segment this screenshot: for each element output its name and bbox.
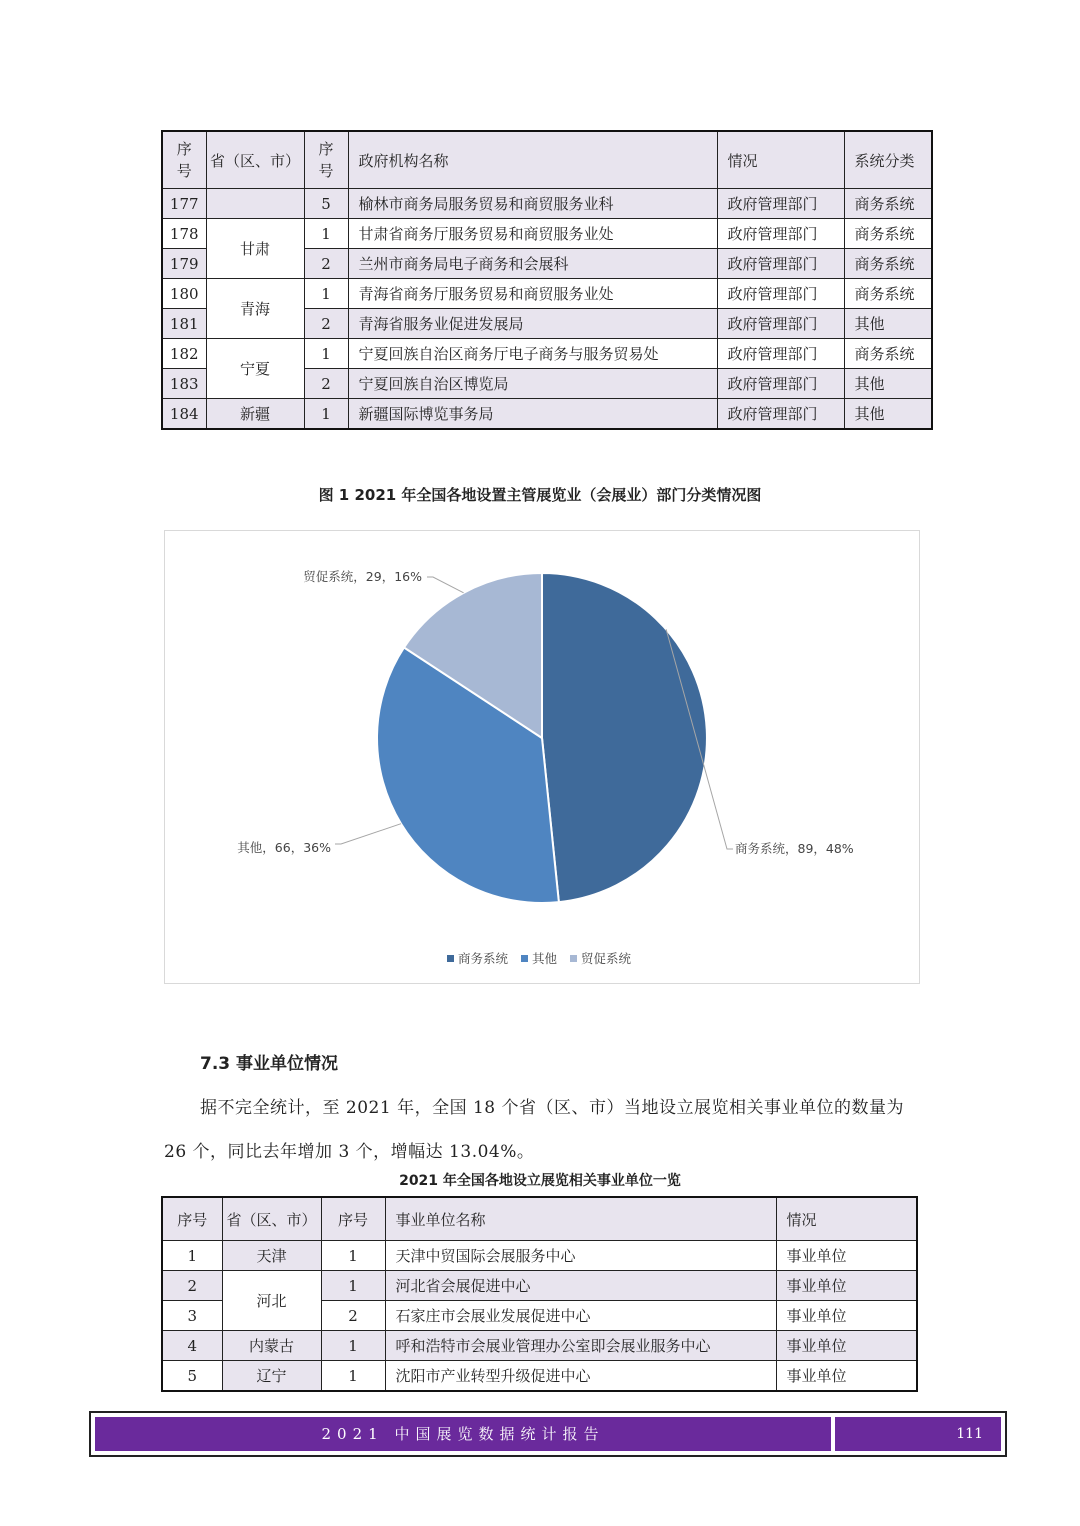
cell-status: 政府管理部门 (717, 279, 844, 309)
cell-subindex: 2 (321, 1301, 385, 1331)
header-subindex: 序号 (321, 1197, 385, 1241)
cell-subindex: 1 (304, 219, 348, 249)
cell-subindex: 1 (304, 279, 348, 309)
header-subindex: 序 号 (304, 131, 348, 189)
cell-category: 其他 (844, 369, 932, 399)
cell-index: 181 (162, 309, 206, 339)
cell-province: 青海 (206, 279, 304, 339)
cell-province: 河北 (222, 1271, 321, 1331)
cell-category: 商务系统 (844, 339, 932, 369)
cell-province: 宁夏 (206, 339, 304, 399)
cell-status: 事业单位 (776, 1331, 917, 1361)
cell-category: 商务系统 (844, 219, 932, 249)
cell-province: 新疆 (206, 399, 304, 430)
cell-province: 天津 (222, 1241, 321, 1271)
table-row (162, 189, 932, 219)
public-institutions-table (161, 1196, 918, 1392)
cell-index: 180 (162, 279, 206, 309)
cell-agency-name: 宁夏回族自治区商务厅电子商务与服务贸易处 (348, 339, 717, 369)
legend-label-1: 其他 (532, 951, 558, 966)
cell-subindex: 2 (304, 309, 348, 339)
table-row (162, 399, 932, 430)
legend-swatch-1 (521, 955, 528, 962)
cell-institution-name: 石家庄市会展业发展促进中心 (385, 1301, 776, 1331)
header-category: 系统分类 (844, 131, 932, 189)
cell-status: 政府管理部门 (717, 219, 844, 249)
cell-province (206, 189, 304, 219)
leader-line-2 (427, 577, 464, 593)
cell-province: 甘肃 (206, 219, 304, 279)
cell-subindex: 1 (321, 1241, 385, 1271)
pie-slice-0 (542, 573, 707, 902)
header-index: 序号 (162, 1197, 222, 1241)
cell-index: 177 (162, 189, 206, 219)
cell-status: 事业单位 (776, 1241, 917, 1271)
cell-institution-name: 呼和浩特市会展业管理办公室即会展业服务中心 (385, 1331, 776, 1361)
header-province: 省（区、市） (206, 131, 304, 189)
table-row (162, 219, 932, 249)
table-row (162, 1241, 917, 1271)
cell-index: 178 (162, 219, 206, 249)
cell-index: 5 (162, 1361, 222, 1392)
data-label-0: 商务系统，89，48% (735, 841, 854, 856)
cell-subindex: 1 (321, 1331, 385, 1361)
leader-line-1 (335, 824, 401, 844)
header-institution-name: 事业单位名称 (385, 1197, 776, 1241)
cell-agency-name: 宁夏回族自治区博览局 (348, 369, 717, 399)
cell-subindex: 2 (304, 249, 348, 279)
cell-index: 182 (162, 339, 206, 369)
legend-swatch-0 (447, 955, 454, 962)
pie-chart-svg (165, 531, 919, 983)
header-province: 省（区、市） (222, 1197, 321, 1241)
table-header-row (162, 1197, 917, 1241)
table-header-row (162, 131, 932, 189)
cell-institution-name: 沈阳市产业转型升级促进中心 (385, 1361, 776, 1392)
cell-status: 事业单位 (776, 1361, 917, 1392)
cell-index: 3 (162, 1301, 222, 1331)
page-number: 111 (835, 1417, 1001, 1451)
cell-subindex: 1 (304, 339, 348, 369)
table-row (162, 1331, 917, 1361)
data-label-2: 贸促系统，29，16% (303, 569, 422, 584)
cell-province: 辽宁 (222, 1361, 321, 1392)
header-index: 序 号 (162, 131, 206, 189)
cell-index: 2 (162, 1271, 222, 1301)
pie-chart (164, 530, 920, 984)
header-status: 情况 (776, 1197, 917, 1241)
cell-institution-name: 河北省会展促进中心 (385, 1271, 776, 1301)
cell-subindex: 1 (321, 1271, 385, 1301)
cell-category: 商务系统 (844, 189, 932, 219)
section-heading: 7.3 事业单位情况 (200, 1054, 339, 1074)
cell-status: 政府管理部门 (717, 369, 844, 399)
cell-category: 商务系统 (844, 249, 932, 279)
cell-category: 其他 (844, 309, 932, 339)
cell-status: 政府管理部门 (717, 399, 844, 430)
section-paragraph: 据不完全统计，至 2021 年，全国 18 个省（区、市）当地设立展览相关事业单位的数量为 26 个，同比去年增加 3 个，增幅达 13.04%。 (164, 1098, 905, 1162)
cell-agency-name: 新疆国际博览事务局 (348, 399, 717, 430)
cell-status: 政府管理部门 (717, 309, 844, 339)
cell-status: 政府管理部门 (717, 189, 844, 219)
cell-agency-name: 榆林市商务局服务贸易和商贸服务业科 (348, 189, 717, 219)
cell-subindex: 1 (304, 399, 348, 430)
cell-status: 事业单位 (776, 1271, 917, 1301)
cell-index: 4 (162, 1331, 222, 1361)
cell-index: 1 (162, 1241, 222, 1271)
cell-subindex: 5 (304, 189, 348, 219)
cell-institution-name: 天津中贸国际会展服务中心 (385, 1241, 776, 1271)
footer-report-title: 2021 中国展览数据统计报告 (95, 1417, 831, 1451)
cell-index: 183 (162, 369, 206, 399)
government-agencies-table (161, 130, 933, 430)
page-footer (89, 1411, 1007, 1457)
cell-status: 事业单位 (776, 1301, 917, 1331)
cell-status: 政府管理部门 (717, 249, 844, 279)
header-status: 情况 (717, 131, 844, 189)
table-row (162, 1361, 917, 1392)
table2-caption: 2021 年全国各地设立展览相关事业单位一览 (399, 1173, 681, 1189)
cell-status: 政府管理部门 (717, 339, 844, 369)
cell-subindex: 2 (304, 369, 348, 399)
table-row (162, 339, 932, 369)
cell-agency-name: 青海省商务厅服务贸易和商贸服务业处 (348, 279, 717, 309)
legend-swatch-2 (570, 955, 577, 962)
cell-subindex: 1 (321, 1361, 385, 1392)
cell-category: 商务系统 (844, 279, 932, 309)
table-row (162, 1271, 917, 1301)
cell-category: 其他 (844, 399, 932, 430)
legend-label-2: 贸促系统 (581, 951, 632, 966)
figure-caption: 图 1 2021 年全国各地设置主管展览业（会展业）部门分类情况图 (318, 486, 762, 504)
cell-agency-name: 青海省服务业促进发展局 (348, 309, 717, 339)
cell-agency-name: 兰州市商务局电子商务和会展科 (348, 249, 717, 279)
header-agency-name: 政府机构名称 (348, 131, 717, 189)
cell-index: 184 (162, 399, 206, 430)
table-row (162, 279, 932, 309)
cell-index: 179 (162, 249, 206, 279)
data-label-1: 其他，66，36% (237, 840, 331, 855)
cell-province: 内蒙古 (222, 1331, 321, 1361)
cell-agency-name: 甘肃省商务厅服务贸易和商贸服务业处 (348, 219, 717, 249)
legend-label-0: 商务系统 (458, 951, 509, 966)
